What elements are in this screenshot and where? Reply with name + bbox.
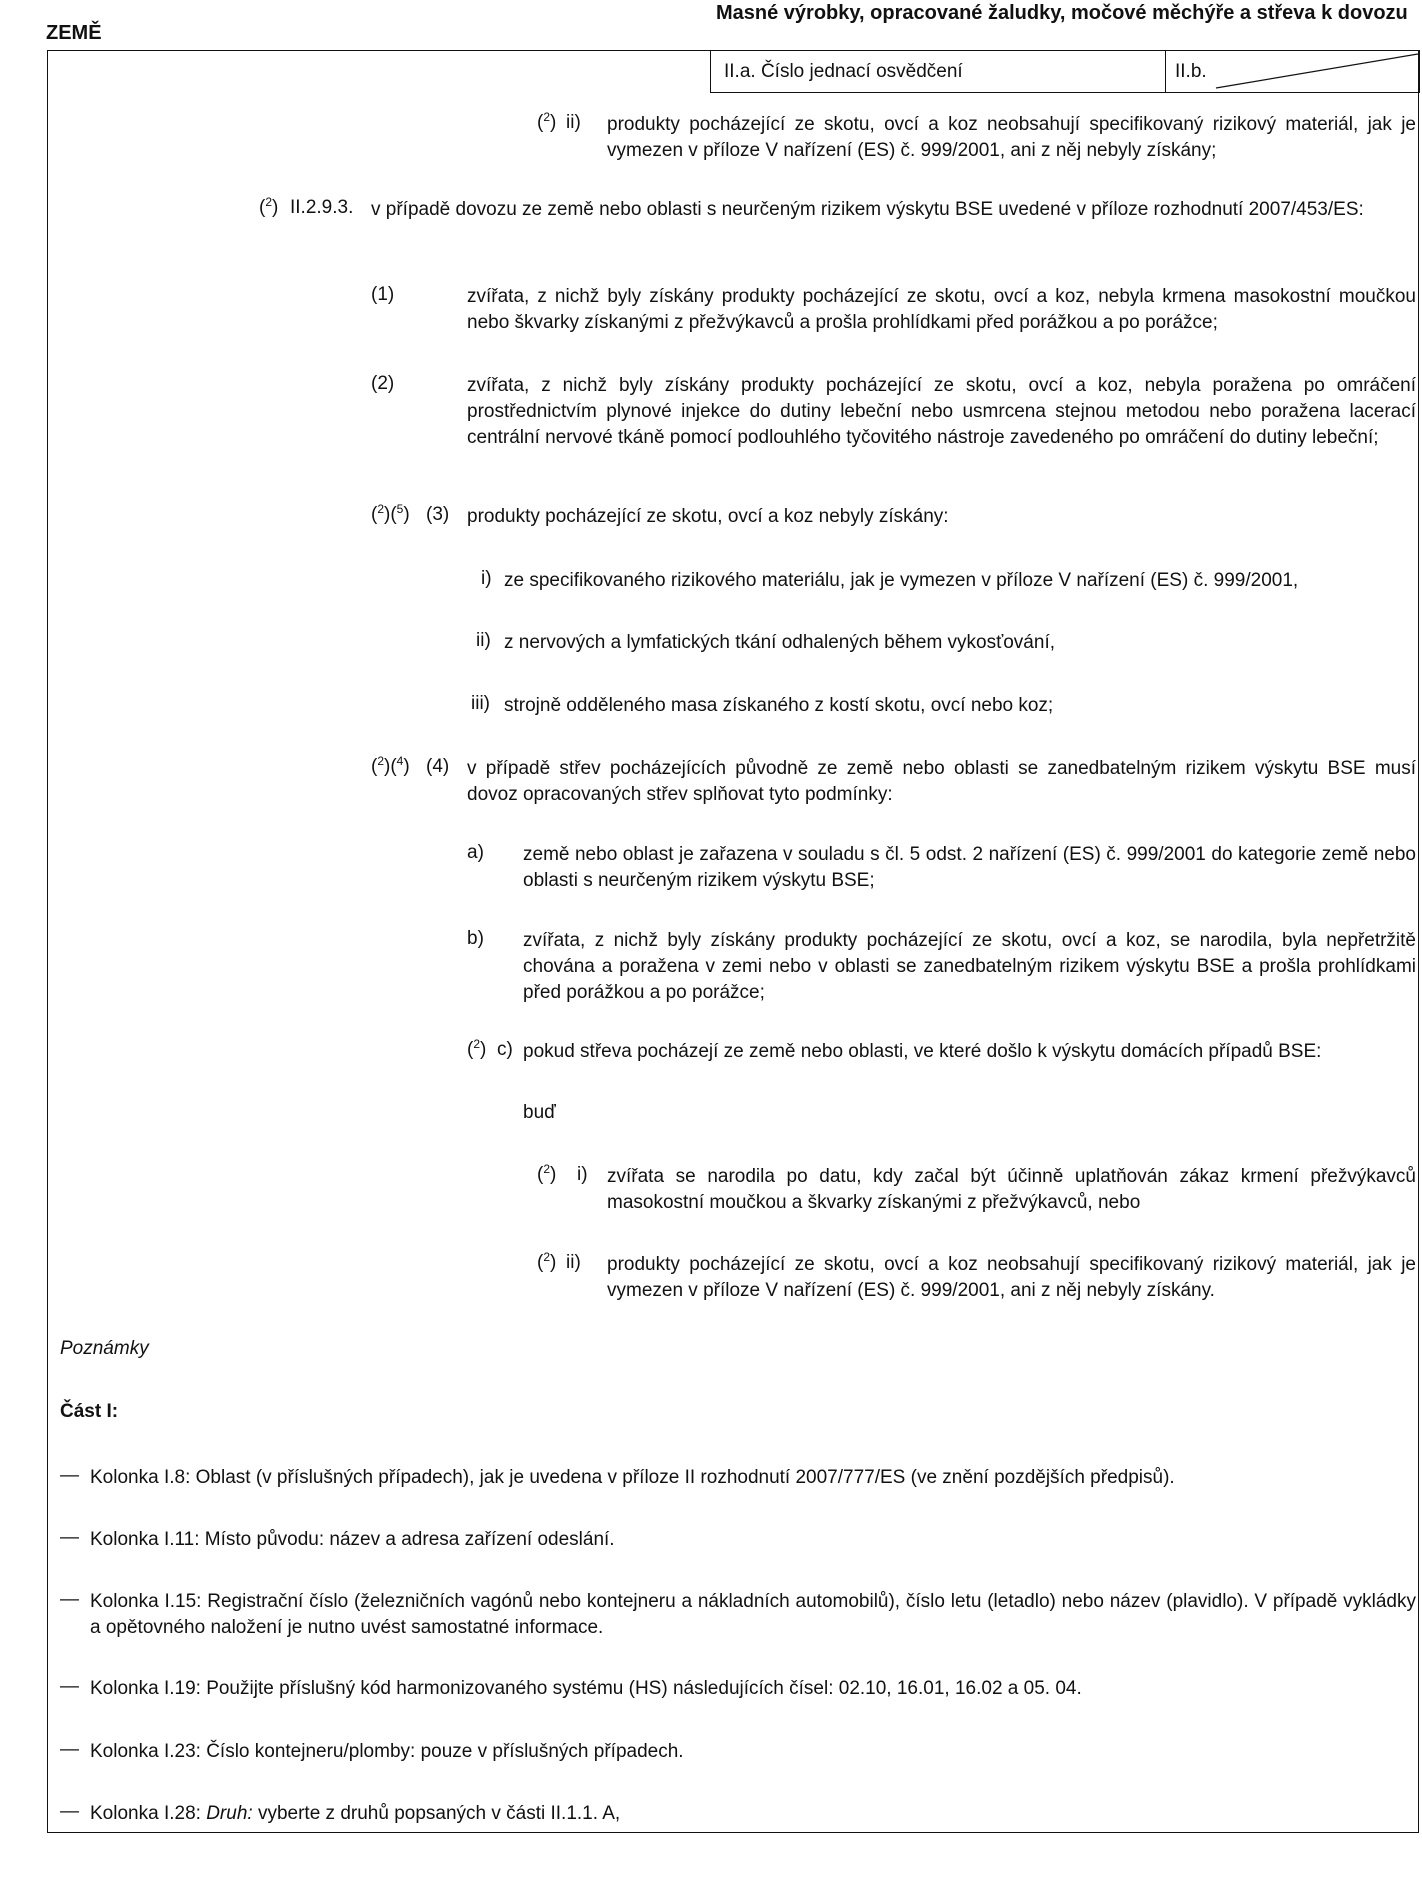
subsubpoint-number: i)	[577, 1164, 588, 1185]
country-label: ZEMĚ	[46, 22, 102, 44]
subpoint-number: iii)	[471, 693, 490, 714]
point-number: (3)	[426, 504, 450, 525]
note-text: Kolonka I.11: Místo původu: název a adresa zařízení odeslání.	[90, 1529, 615, 1550]
certificate-ref-label: II.a. Číslo jednací osvědčení	[724, 61, 963, 82]
section-text: v případě dovozu ze země nebo oblasti s neurčeným rizikem výskytu BSE uvedené v příloze rozhodnutí 2007/453/ES:	[371, 199, 1364, 220]
sup-label: ($^2$)	[537, 110, 557, 133]
subpoint-text: pokud střeva pocházejí ze země nebo oblasti, ve které došlo k výskytu domácích případů BSE:	[523, 1041, 1322, 1062]
dash-bullet: —	[60, 1676, 79, 1697]
subpoint-text: z nervových a lymfatických tkání odhalených během vykosťování,	[504, 632, 1055, 653]
subpoint-text: strojně odděleného masa získaného z kostí skotu, ovcí nebo koz;	[504, 695, 1054, 716]
note-text: Kolonka I.23: Číslo kontejneru/plomby: pouze v příslušných případech.	[90, 1741, 684, 1762]
subpoint-number: c)	[497, 1039, 513, 1060]
item-number: ii)	[566, 112, 581, 133]
notes-part-heading: Část I:	[60, 1401, 119, 1422]
point-text: produkty pocházející ze skotu, ovcí a koz nebyly získány:	[467, 506, 949, 527]
subpoint-number: ii)	[476, 630, 491, 651]
point-number: (2)	[371, 373, 395, 394]
ref-b-label: II.b.	[1175, 61, 1207, 82]
subpoint-text: země nebo oblast je zařazena v souladu s čl. 5 odst. 2 nařízení (ES) č. 999/2001 do kategorie země nebo oblasti s neurčeným rizikem výskytu BSE;	[523, 844, 1416, 891]
subpoint-number: b)	[467, 928, 484, 949]
dash-bullet: —	[60, 1801, 79, 1822]
sup-label: ($^2$)($^5$)	[371, 502, 410, 525]
point-number: (1)	[371, 284, 395, 305]
note-text: Kolonka I.8: Oblast (v příslušných případech), jak je uvedena v příloze II rozhodnutí 2007/777/ES (ve znění pozdějších předpisů).	[90, 1467, 1175, 1488]
document-title: Masné výrobky, opracované žaludky, močové měchýře a střeva k dovozu	[716, 2, 1408, 24]
sup-label: ($^2$)	[467, 1037, 487, 1060]
sup-label: ($^2$)	[259, 195, 279, 218]
subsubpoint-text: zvířata se narodila po datu, kdy začal být účinně uplatňován zákaz krmení přežvýkavců masokostní moučkou a škvarky získanými z přežvýkavců, nebo	[607, 1166, 1416, 1213]
point-text: zvířata, z nichž byly získány produkty pocházející ze skotu, ovcí a koz, nebyla poražena po omráčení prostřednictvím plynové injekce do dutiny lebeční nebo usmrcena stejnou metodou nebo poražena lacerací centrální nervové tkáně pomocí podlouhlého tyčovitého nástroje zavedeného po omráčení do dutiny lebeční;	[467, 375, 1416, 448]
either-label: buď	[523, 1102, 556, 1123]
notes-heading: Poznámky	[60, 1338, 149, 1359]
note-text: Kolonka I.28: Druh: vyberte z druhů popsaných v části II.1.1. A,	[90, 1803, 621, 1824]
section-number: II.2.9.3.	[290, 197, 354, 218]
note-text: Kolonka I.19: Použijte příslušný kód harmonizovaného systému (HS) následujících čísel: 02.10, 16.01, 16.02 a 05. 04.	[90, 1678, 1082, 1699]
dash-bullet: —	[60, 1739, 79, 1760]
ref-b-strike-line	[1166, 50, 1418, 92]
subpoint-text: zvířata, z nichž byly získány produkty pocházející ze skotu, ovcí a koz, se narodila, byla nepřetržitě chována a poražena v zemi nebo v oblasti se zanedbatelným rizikem výskytu BSE a prošla prohlídkami před porážkou a po porážce;	[523, 930, 1416, 1003]
subsubpoint-number: ii)	[566, 1252, 581, 1273]
dash-bullet: —	[60, 1527, 79, 1548]
subpoint-number: a)	[467, 842, 484, 863]
point-number: (4)	[426, 756, 450, 777]
sup-label: ($^2$)	[537, 1250, 557, 1273]
point-text: zvířata, z nichž byly získány produkty pocházející ze skotu, ovcí a koz, nebyla krmena masokostní moučkou nebo škvarky získanými z přežvýkavců a prošla prohlídkami před porážkou a po porážce;	[467, 286, 1416, 333]
sup-label: ($^2$)	[537, 1162, 557, 1185]
dash-bullet: —	[60, 1465, 79, 1486]
sup-label: ($^2$)($^4$)	[371, 754, 410, 777]
note-text: Kolonka I.15: Registrační číslo (železničních vagónů nebo kontejneru a nákladních automobilů), číslo letu (letadlo) nebo název (plavidlo). V případě vykládky a opětovného naložení je nutno uvést samostatné informace.	[90, 1591, 1416, 1638]
item-text: produkty pocházející ze skotu, ovcí a koz neobsahují specifikovaný rizikový materiál, jak je vymezen v příloze V nařízení (ES) č. 999/2001, ani z něj nebyly získány;	[607, 114, 1416, 161]
dash-bullet: —	[60, 1589, 79, 1610]
point-text: v případě střev pocházejících původně ze země nebo oblasti se zanedbatelným rizikem výskytu BSE musí dovoz opracovaných střev splňovat tyto podmínky:	[467, 758, 1416, 805]
subpoint-text: ze specifikovaného rizikového materiálu, jak je vymezen v příloze V nařízení (ES) č. 999/2001,	[504, 570, 1299, 591]
subsubpoint-text: produkty pocházející ze skotu, ovcí a koz neobsahují specifikovaný rizikový materiál, jak je vymezen v příloze V nařízení (ES) č. 999/2001, ani z něj nebyly získány.	[607, 1254, 1416, 1301]
subpoint-number: i)	[481, 568, 492, 589]
